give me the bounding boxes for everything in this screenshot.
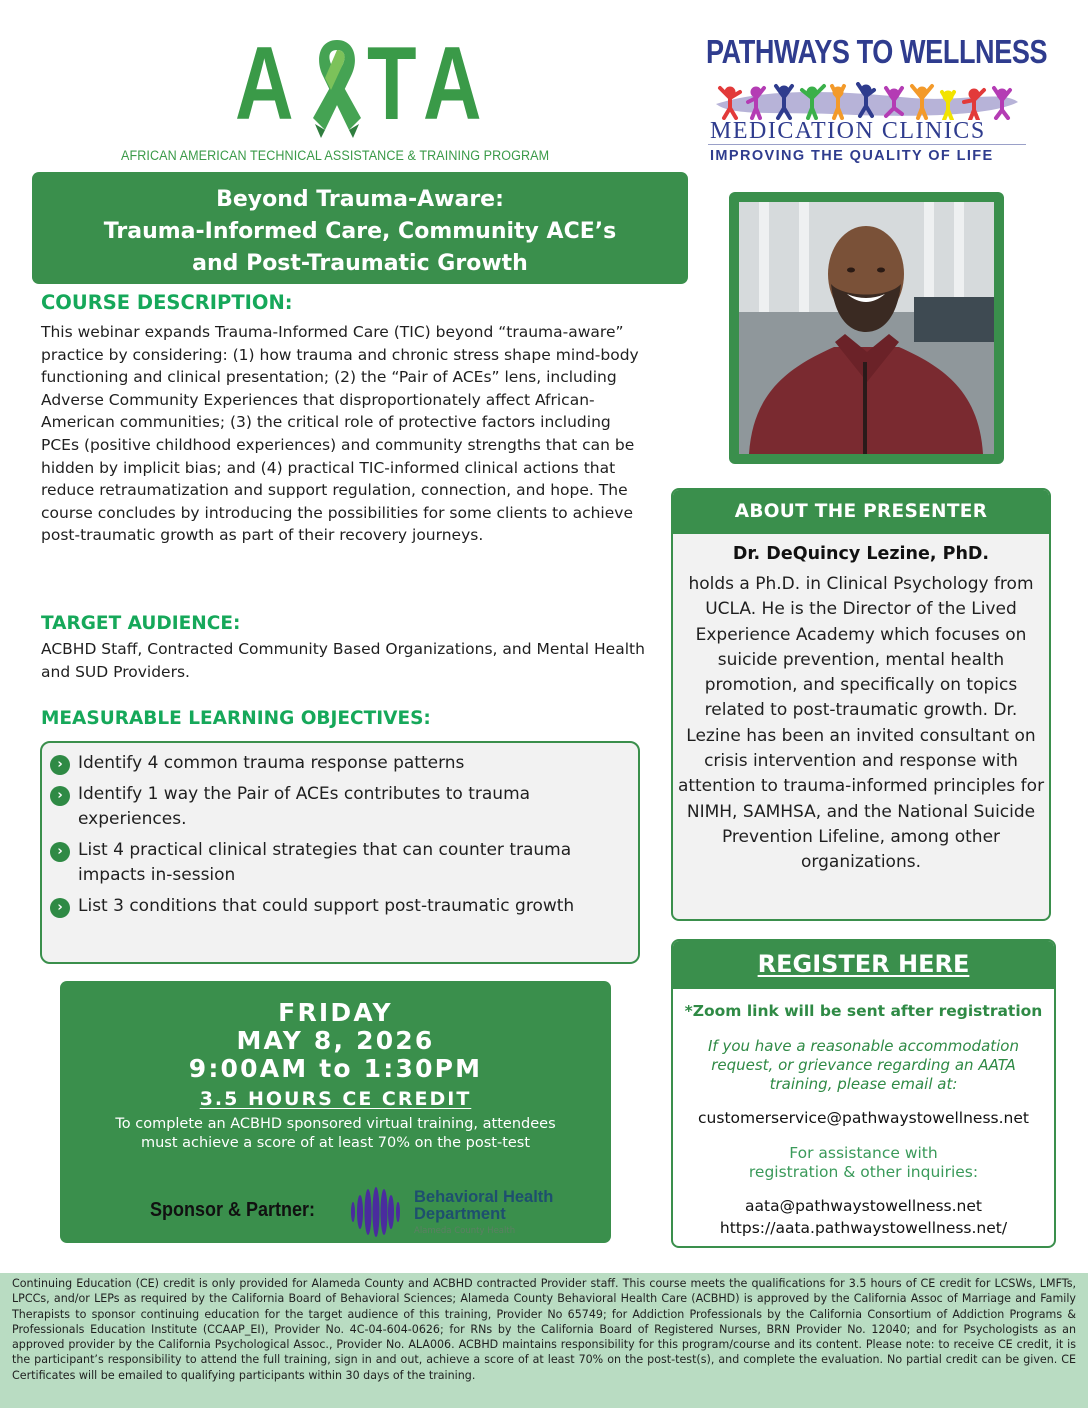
chevron-right-icon: › — [50, 755, 70, 775]
ce-credit-hours: 3.5 HOURS CE CREDIT — [199, 1088, 472, 1110]
aata-tagline: AFRICAN AMERICAN TECHNICAL ASSISTANCE & TRAINING PROGRAM — [121, 148, 550, 163]
pathways-logo — [700, 30, 1048, 170]
sponsor-subtitle: Alameda County Health — [414, 1226, 516, 1236]
accommodation-note: If you have a reasonable accommodation request, or grievance regarding an AATA training, please email at: — [707, 1037, 1019, 1093]
course-title-banner — [32, 172, 688, 284]
pathways-divider — [708, 144, 1026, 145]
about-presenter-box — [671, 488, 1051, 921]
chevron-right-icon: › — [50, 786, 70, 806]
objective-text: List 3 conditions that could support post-traumatic growth — [78, 896, 575, 916]
objective-text: Identify 1 way the Pair of ACEs contributes to trauma experiences. — [78, 784, 531, 829]
learning-objectives-list — [40, 741, 640, 964]
objective-item — [50, 894, 628, 919]
target-audience-text: ACBHD Staff, Contracted Community Based Organizations, and Mental Health and SUD Providers. — [41, 640, 645, 681]
assistance-note — [673, 1144, 1054, 1181]
ce-credit-disclaimer — [0, 1273, 1088, 1408]
chevron-right-icon: › — [50, 842, 70, 862]
objective-text: List 4 practical clinical strategies that can counter trauma impacts in-session — [78, 840, 572, 885]
presenter-photo-frame — [729, 192, 1004, 464]
aata-letter-a: A — [235, 26, 294, 142]
assistance-note-line-2: registration & other inquiries: — [748, 1162, 979, 1181]
disclaimer-text: Continuing Education (CE) credit is only provided for Alameda County and ACBHD contracted Provider staff. This course meets the qualifications for 3.5 hours of CE credit for LCSWs, LMFTs, LPCCs, and/or LEPs as required by the California Board of Behavioral Sciences; Alameda County Behavioral Health Care (ACBHD) is approved by the California Assoc of Marriage and Family Therapists to sponsor continuing education for the target audience of this training, Provider No 65749; for Addiction Professionals by the California Consortium of Addiction Programs & Professionals Education Institute (CCAAP_EI), Provider No. 4C-04-604-0626; for RNs by the California Board of Registered Nurses, BRN Provider No. 12040; and for Psychologists as an approved provider by the California Psychological Assoc., Provider No. ALA006. ACBHD maintains responsibility for this program/course and its content. Please note: to receive CE credit, it is the participant’s responsibility to attend the full training, sign in and out, achieve a score of at least 70% on the post-test(s), and complete the evaluation. No partial credit can be given. CE Certificates will be emailed to qualifying participants within 30 days of the training. — [12, 1277, 1076, 1382]
event-day: FRIDAY — [278, 998, 393, 1027]
pathways-slogan: IMPROVING THE QUALITY OF LIFE — [710, 148, 994, 164]
event-date: MAY 8, 2026 — [236, 1026, 435, 1055]
sponsor-name-line-1: Behavioral Health — [414, 1188, 554, 1206]
course-title-line-2: Trauma-Informed Care, Community ACE’s — [103, 219, 617, 244]
aata-letter-t: T — [367, 26, 417, 142]
assistance-note-line-1: For assistance with — [789, 1144, 938, 1162]
behavioral-health-logo-icon — [348, 1186, 402, 1238]
aata-logo — [100, 28, 600, 168]
objective-item — [50, 838, 628, 888]
post-test-requirement: To complete an ACBHD sponsored virtual training, attendees must achieve a score of at least 70% on the post-test — [115, 1116, 556, 1151]
person-portrait-icon — [739, 202, 994, 454]
event-details-box — [60, 981, 611, 1243]
event-time: 9:00AM to 1:30PM — [188, 1054, 483, 1083]
presenter-name: Dr. DeQuincy Lezine, PhD. — [732, 544, 990, 564]
register-here-link[interactable]: REGISTER HERE — [673, 941, 1054, 989]
dancing-figures-icon — [712, 82, 1022, 120]
registration-box — [671, 939, 1056, 1248]
sponsor-label: Sponsor & Partner: — [150, 1199, 316, 1221]
zoom-link-note: *Zoom link will be sent after registration — [684, 1002, 1043, 1020]
target-audience-heading: TARGET AUDIENCE: — [41, 613, 241, 634]
objective-item — [50, 751, 628, 776]
learning-objectives-heading: MEASURABLE LEARNING OBJECTIVES: — [41, 708, 431, 729]
course-title-line-1: Beyond Trauma-Aware: — [216, 187, 504, 212]
chevron-right-icon: › — [50, 898, 70, 918]
objective-text: Identify 4 common trauma response patterns — [78, 753, 465, 773]
course-description-heading: COURSE DESCRIPTION: — [41, 291, 293, 314]
sponsor-name-line-2: Department — [414, 1205, 506, 1223]
aata-website-link[interactable]: https://aata.pathwaystowellness.net/ — [719, 1219, 1008, 1237]
presenter-photo — [739, 202, 994, 454]
pathways-title: PATHWAYS TO WELLNESS — [706, 33, 1048, 70]
aata-letter-a2: A — [423, 26, 482, 142]
customer-service-email-link[interactable]: customerservice@pathwaystowellness.net — [698, 1109, 1029, 1127]
course-title-line-3: and Post-Traumatic Growth — [192, 251, 528, 276]
awareness-ribbon-icon — [301, 34, 373, 138]
course-description-text: This webinar expands Trauma-Informed Care (TIC) beyond “trauma-aware” practice by considering: (1) how trauma and chronic stress shape mind-body functioning and clinical presentation; (2) the “Pair of ACEs” lens, including Adverse Community Experiences that disproportionately affect African-American communities; (3) the critical role of protective factors including PCEs (positive childhood experiences) and community strengths that can be hidden by implicit bias; and (4) practical TIC-informed clinical actions that reduce retraumatization and support regulation, connection, and hope. The course concludes by introducing the possibilities for some clients to achieve post-traumatic growth as part of their recovery journeys. — [41, 323, 639, 545]
pathways-subtitle: MEDICATION CLINICS — [710, 118, 986, 144]
sponsor-row — [60, 1183, 611, 1239]
sponsor-name — [414, 1189, 553, 1223]
presenter-bio: holds a Ph.D. in Clinical Psychology from UCLA. He is the Director of the Lived Experience Academy which focuses on suicide prevention, mental health promotion, and specifically on topics related to post-traumatic growth. Dr. Lezine has been an invited consultant on crisis intervention and response with attention to trauma-informed principles for NIMH, SAMHSA, and the National Suicide Prevention Lifeline, among other organizations. — [677, 574, 1045, 873]
objective-item — [50, 782, 628, 832]
aata-email-link[interactable]: aata@pathwaystowellness.net — [745, 1197, 982, 1215]
about-presenter-heading: ABOUT THE PRESENTER — [673, 490, 1049, 534]
